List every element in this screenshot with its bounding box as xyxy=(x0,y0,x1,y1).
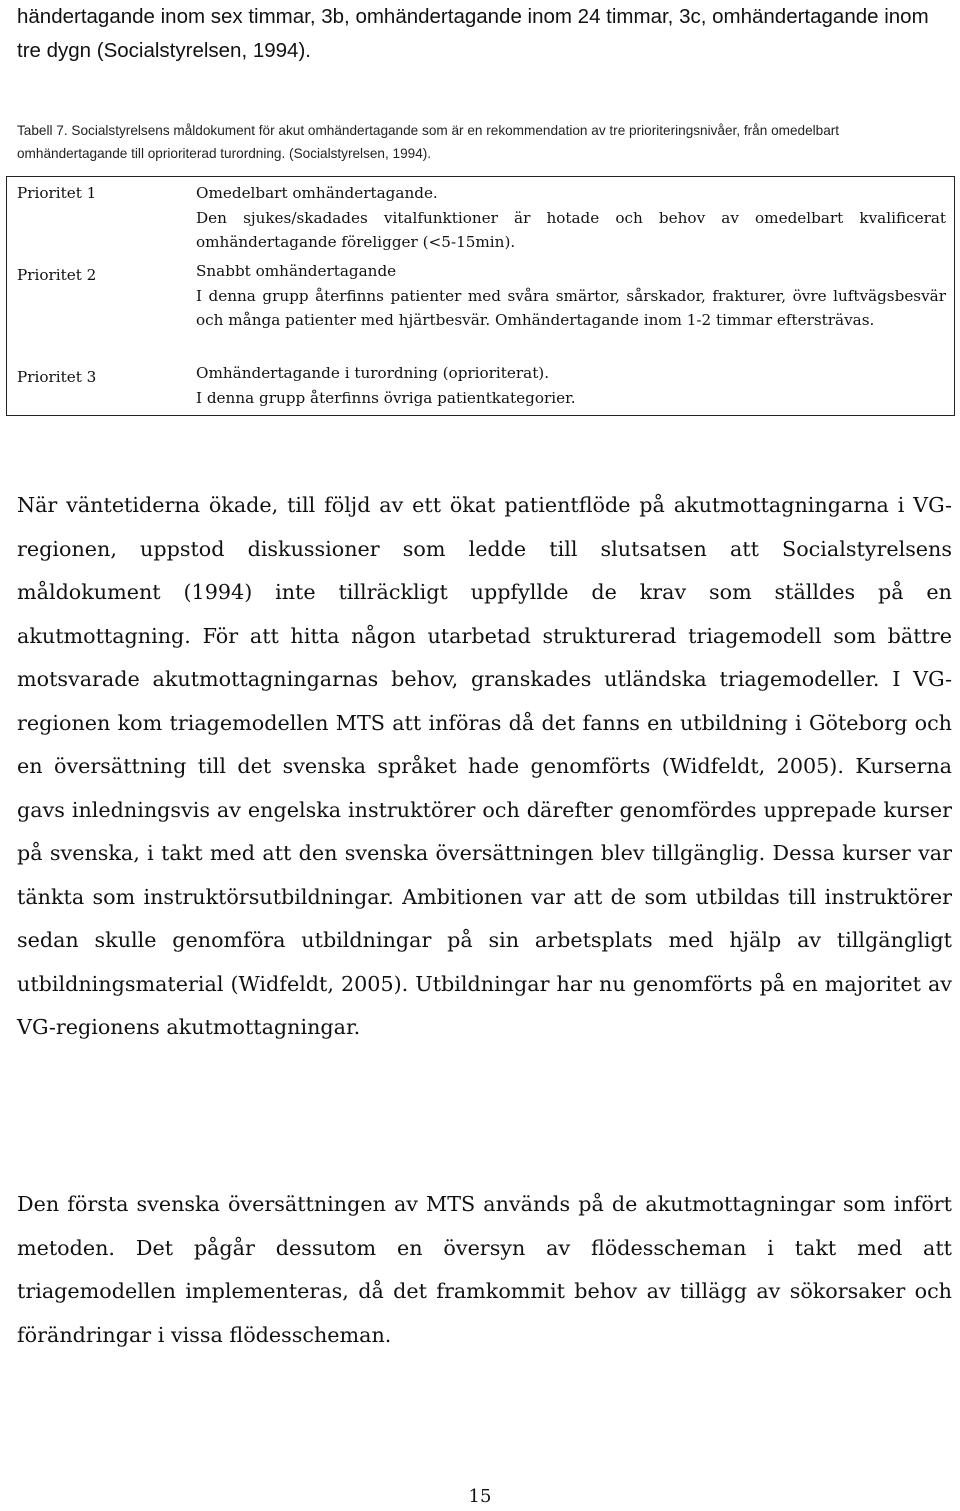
priority-detail: I denna grupp återfinns patienter med svåra smärtor, sårskador, frakturer, övre luftvägsbesvär och många patienter med hjärtbesvär. Omhändertagande inom 1-2 timmar eftersträvas. xyxy=(196,286,946,329)
table-row xyxy=(7,361,955,416)
table-row xyxy=(7,177,955,260)
priority-description xyxy=(187,177,955,260)
priority-label: Prioritet 1 xyxy=(17,184,97,202)
priority-description xyxy=(187,259,955,361)
priority-label: Prioritet 2 xyxy=(17,266,97,284)
priority-label: Prioritet 3 xyxy=(17,368,97,386)
table-row xyxy=(7,259,955,361)
priority-table xyxy=(6,176,955,416)
intro-text: händertagande inom sex timmar, 3b, omhändertagande inom 24 timmar, 3c, omhändertagande inom tre dygn (Socialstyrelsen, 1994). xyxy=(17,5,929,62)
page-number: 15 xyxy=(468,1486,492,1507)
priority-heading: Omedelbart omhändertagande. xyxy=(196,184,438,202)
priority-detail: Den sjukes/skadades vitalfunktioner är hotade och behov av omedelbart kvalificerat omhändertagande föreligger (<5-15min). xyxy=(196,208,946,251)
body-paragraph: Den första svenska översättningen av MTS används på de akutmottagningar som infört metoden. Det pågår dessutom en översyn av flödesscheman i takt med att triagemodellen implementeras, då det framkommit behov av tillägg av sökorsaker och förändringar i vissa flödesscheman. xyxy=(17,1192,952,1347)
table-caption: Tabell 7. Socialstyrelsens måldokument för akut omhändertagande som är en rekommendation av tre prioriteringsnivåer, från omedelbart omhändertagande till oprioriterad turordning. (Socialstyrelsen, 1994). xyxy=(17,123,840,161)
priority-description xyxy=(187,361,955,416)
body-paragraph: När väntetiderna ökade, till följd av ett ökat patientflöde på akutmottagningarna i VG-regionen, uppstod diskussioner som ledde till slutsatsen att Socialstyrelsens måldokument (1994) inte tillräckligt uppfyllde de krav som ställdes på en akutmottagning. För att hitta någon utarbetad strukturerad triagemodell som bättre motsvarade akutmottagningarnas behov, granskades utländska triagemodeller. I VG-regionen kom triagemodellen MTS att införas då det fanns en utbildning i Göteborg och en översättning till det svenska språket hade genomförts (Widfeldt, 2005). Kurserna gavs inledningsvis av engelska instruktörer och därefter genomfördes upprepade kurser på svenska, i takt med att den svenska översättningen blev tillgänglig. Dessa kurser var tänkta som instruktörsutbildningar. Ambitionen var att de som utbildas till instruktörer sedan skulle genomföra utbildningar på sin arbetsplats med hjälp av tillgängligt utbildningsmaterial (Widfeldt, 2005). Utbildningar har nu genomförts på en majoritet av VG-regionens akutmottagningar. xyxy=(17,493,952,1039)
priority-heading: Omhändertagande i turordning (oprioriterat). xyxy=(196,364,550,382)
priority-heading: Snabbt omhändertagande xyxy=(196,262,397,280)
priority-detail: I denna grupp återfinns övriga patientkategorier. xyxy=(196,388,576,407)
